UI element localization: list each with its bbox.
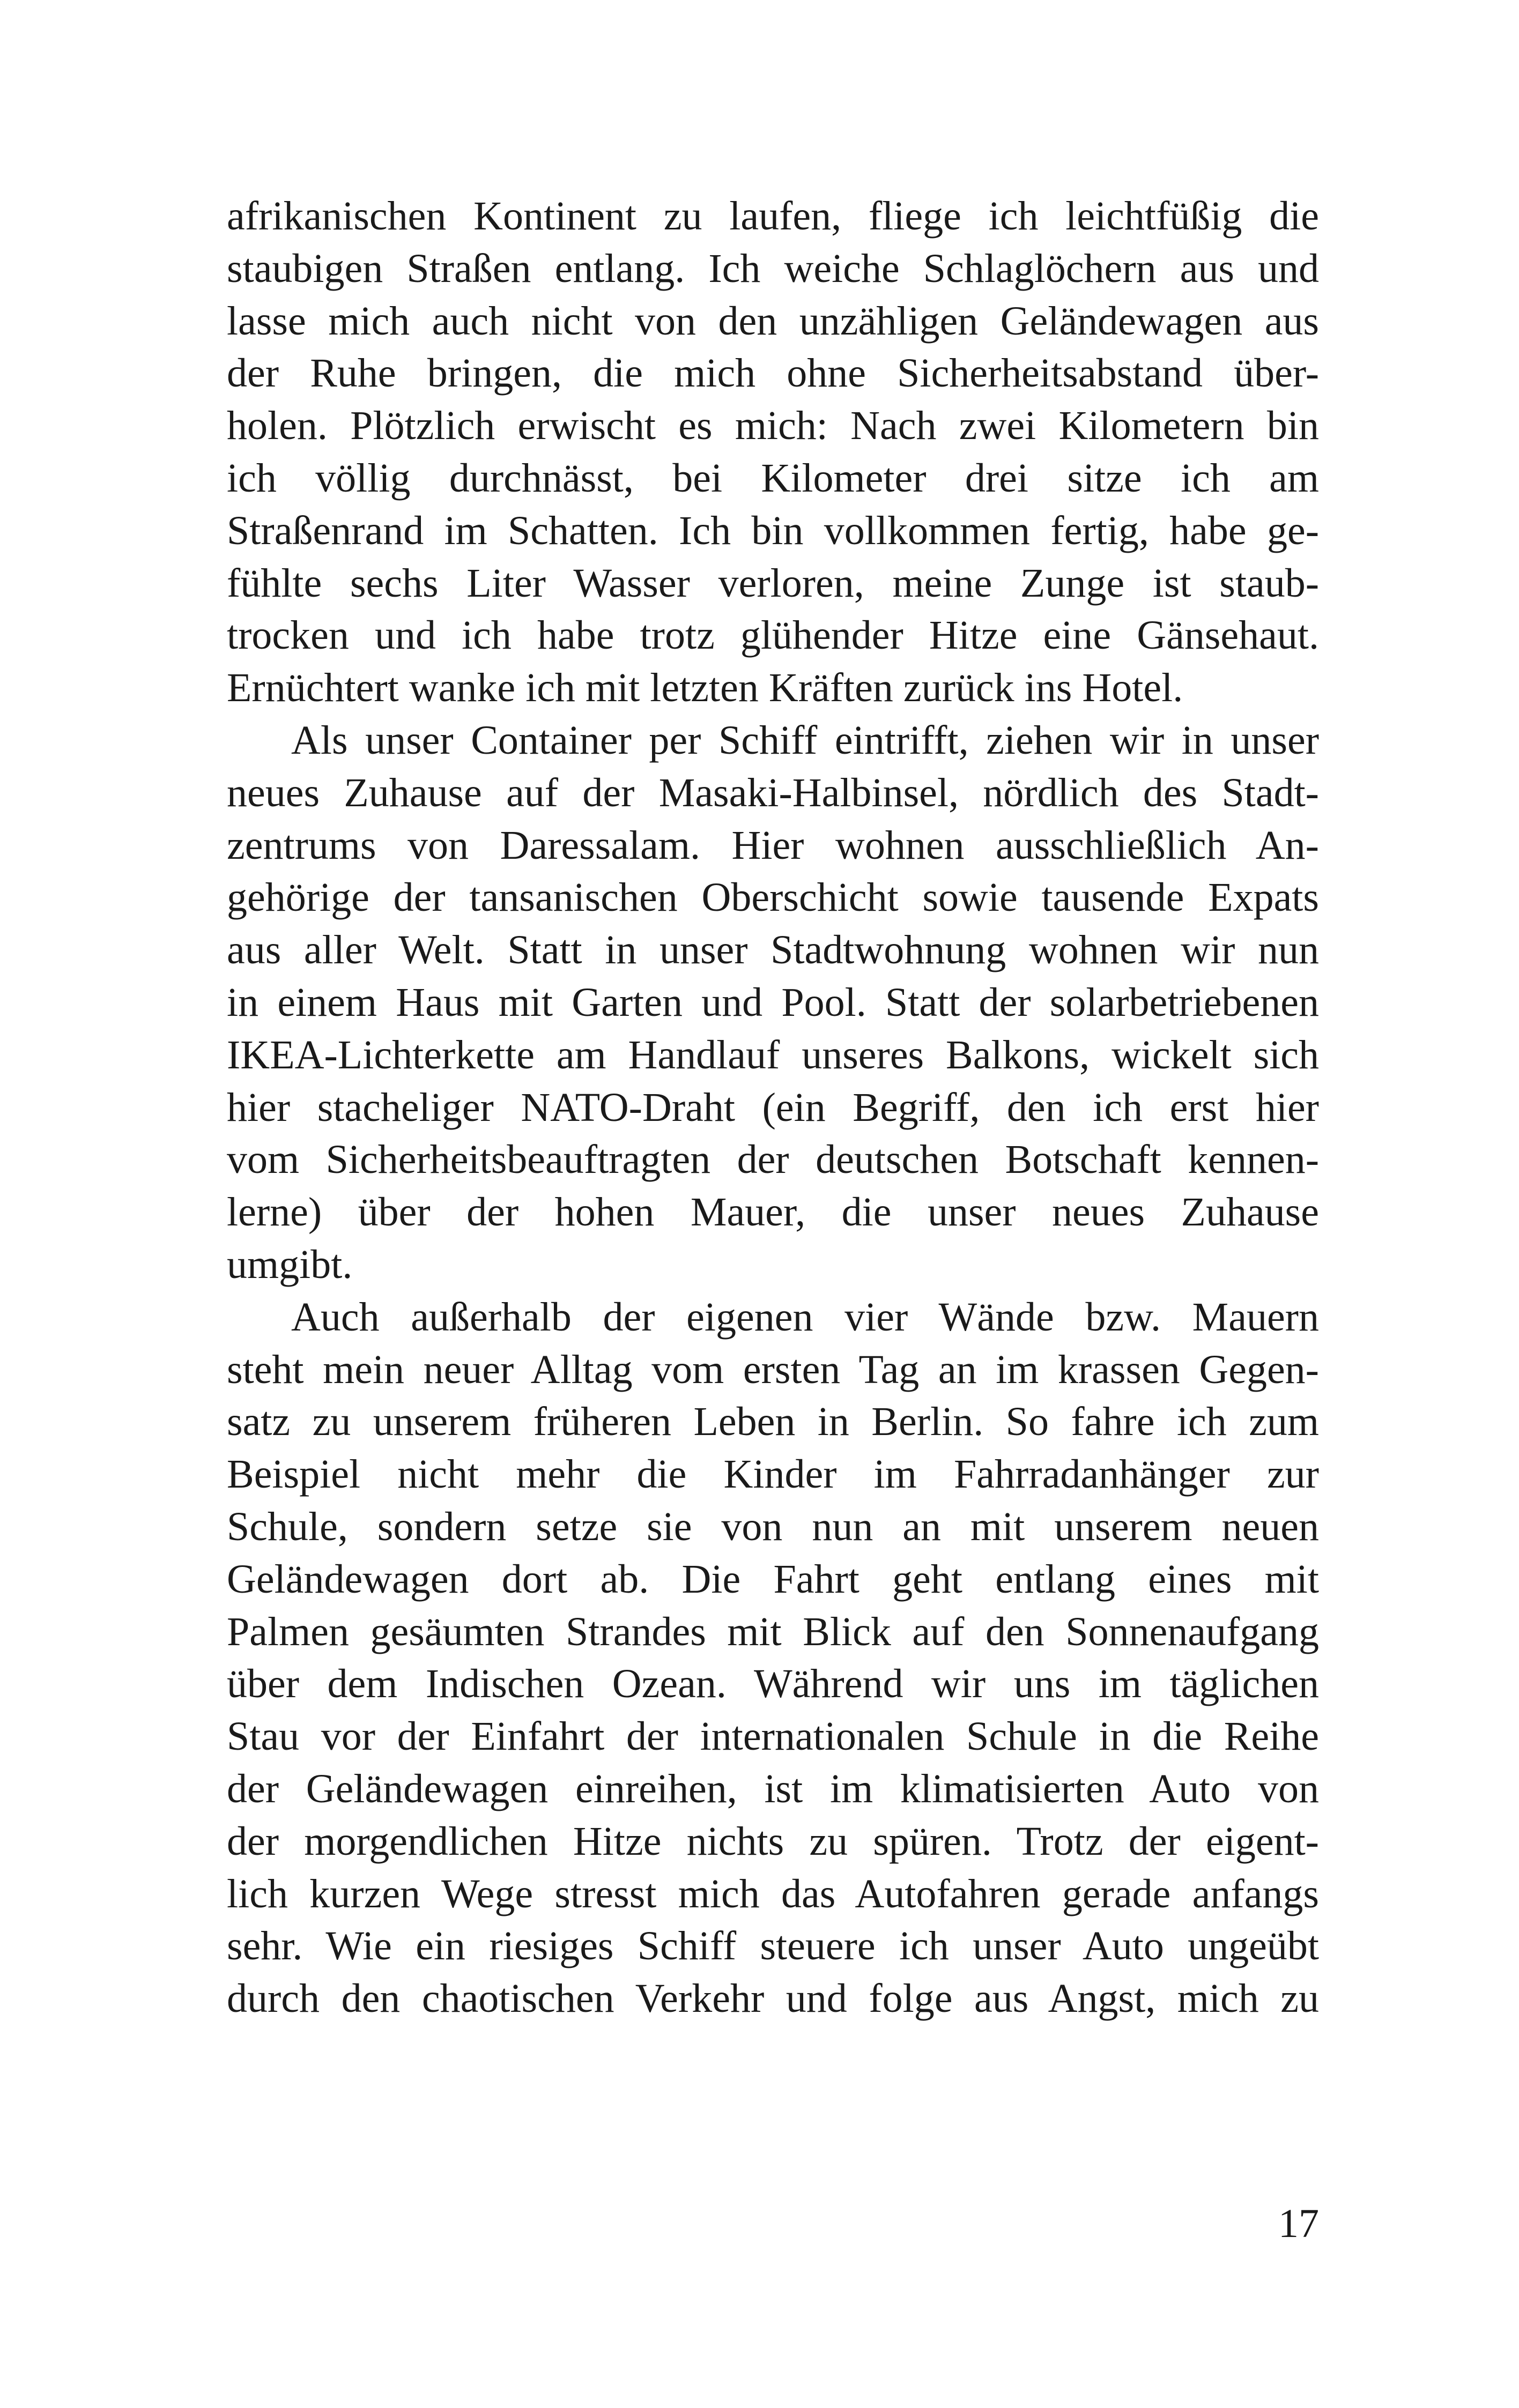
text-line: der Geländewagen einreihen, ist im klimatisierten Auto von: [227, 1766, 1319, 1811]
text-line: lich kurzen Wege stresst mich das Autofahren gerade anfangs: [227, 1871, 1319, 1916]
text-line: hier stacheliger NATO-Draht (ein Begriff, den ich erst hier: [227, 1084, 1319, 1130]
text-line: über dem Indischen Ozean. Während wir uns im täglichen: [227, 1661, 1319, 1707]
text-line: vom Sicherheitsbeauftragten der deutschen Botschaft kennen-: [227, 1137, 1319, 1183]
text-line: satz zu unserem früheren Leben in Berlin. So fahre ich zum: [227, 1399, 1319, 1445]
body-text: [227, 190, 1319, 2025]
text-line: trocken und ich habe trotz glühender Hitze eine Gänsehaut.: [227, 613, 1319, 658]
text-line: ich völlig durchnässt, bei Kilometer drei sitze ich am: [227, 455, 1319, 501]
text-line: Schule, sondern setze sie von nun an mit unserem neuen: [227, 1504, 1319, 1549]
text-line: holen. Plötzlich erwischt es mich: Nach zwei Kilometern bin: [227, 403, 1319, 449]
text-line: der Ruhe bringen, die mich ohne Sicherheitsabstand über-: [227, 351, 1319, 396]
text-line: Auch außerhalb der eigenen vier Wände bzw. Mauern: [291, 1294, 1319, 1340]
text-line: umgibt.: [227, 1242, 353, 1287]
text-line: lerne) über der hohen Mauer, die unser neues Zuhause: [227, 1190, 1319, 1235]
page-number: 17: [1278, 2201, 1319, 2246]
text-line: Palmen gesäumten Strandes mit Blick auf den Sonnenaufgang: [227, 1609, 1319, 1654]
text-line: in einem Haus mit Garten und Pool. Statt der solarbetriebenen: [227, 979, 1319, 1025]
text-line: afrikanischen Kontinent zu laufen, fliege ich leichtfüßig die: [227, 194, 1319, 239]
text-line: staubigen Straßen entlang. Ich weiche Schlaglöchern aus und: [227, 246, 1319, 291]
text-line: zentrums von Daressalam. Hier wohnen ausschließlich An-: [227, 822, 1319, 868]
text-line: steht mein neuer Alltag vom ersten Tag an im krassen Gegen-: [227, 1347, 1319, 1392]
text-line: neues Zuhause auf der Masaki-Halbinsel, nördlich des Stadt-: [227, 770, 1319, 815]
text-line: Stau vor der Einfahrt der internationalen Schule in die Reihe: [227, 1714, 1319, 1759]
text-line: lasse mich auch nicht von den unzähligen Geländewagen aus: [227, 298, 1319, 344]
text-line: sehr. Wie ein riesiges Schiff steuere ich unser Auto ungeübt: [227, 1923, 1319, 1969]
text-line: der morgendlichen Hitze nichts zu spüren. Trotz der eigent-: [227, 1818, 1319, 1864]
text-line: Straßenrand im Schatten. Ich bin vollkommen fertig, habe ge-: [227, 508, 1319, 553]
text-line: Als unser Container per Schiff eintrifft, ziehen wir in unser: [291, 717, 1319, 763]
text-line: Beispiel nicht mehr die Kinder im Fahrradanhänger zur: [227, 1452, 1319, 1497]
text-line: aus aller Welt. Statt in unser Stadtwohnung wohnen wir nun: [227, 927, 1319, 973]
text-line: durch den chaotischen Verkehr und folge aus Angst, mich zu: [227, 1976, 1319, 2021]
text-line: Ernüchtert wanke ich mit letzten Kräften zurück ins Hotel.: [227, 665, 1183, 711]
text-line: IKEA-Lichterkette am Handlauf unseres Balkons, wickelt sich: [227, 1032, 1319, 1077]
text-line: gehörige der tansanischen Oberschicht sowie tausende Expats: [227, 875, 1319, 920]
text-line: Geländewagen dort ab. Die Fahrt geht entlang eines mit: [227, 1556, 1319, 1602]
text-line: fühlte sechs Liter Wasser verloren, meine Zunge ist staub-: [227, 560, 1319, 606]
